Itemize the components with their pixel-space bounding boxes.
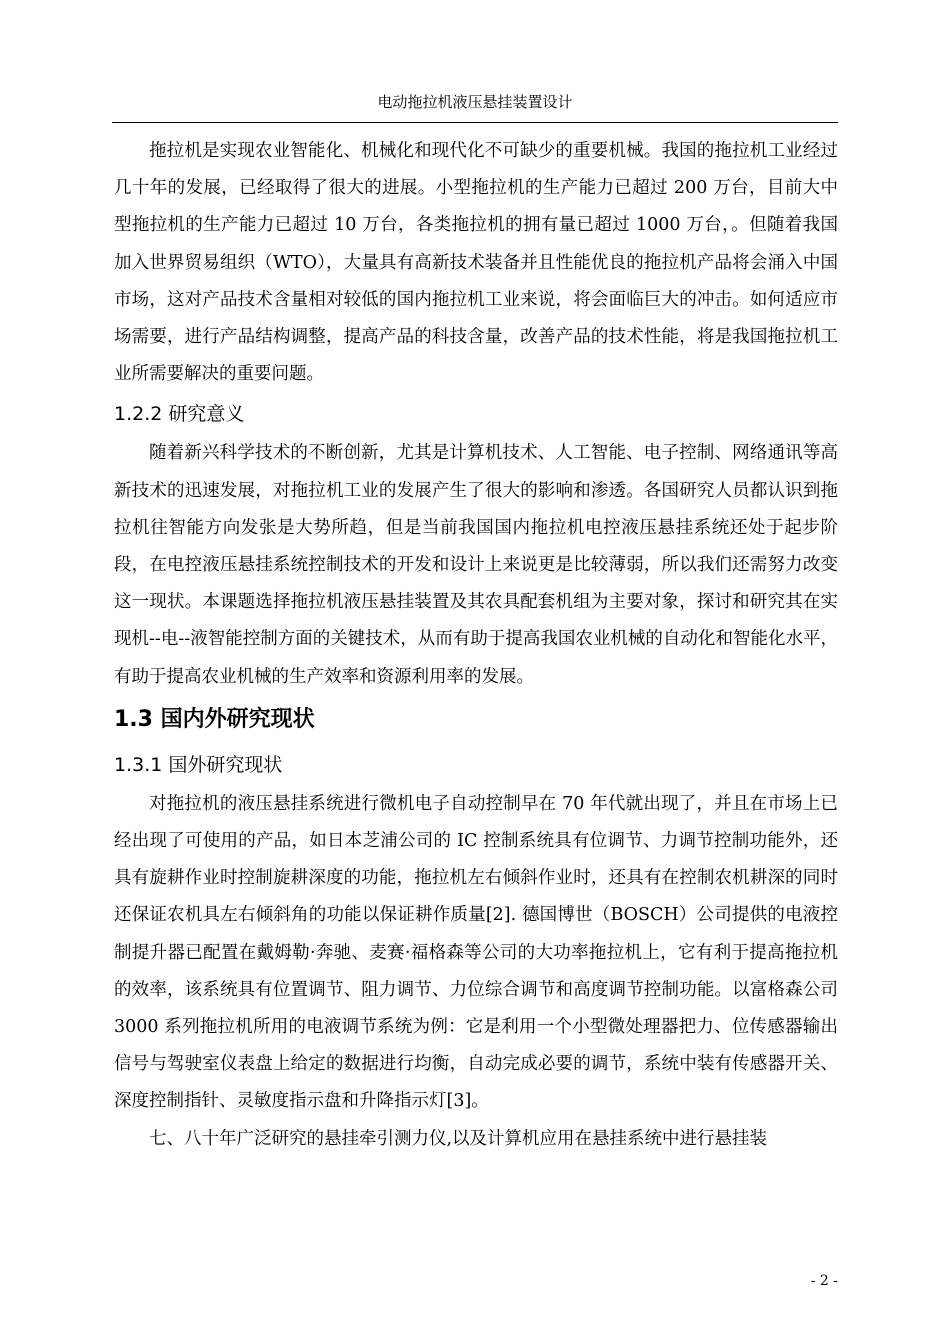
document-body [114,133,838,1158]
heading-1-3: 1.3 国内外研究现状 [114,706,315,732]
heading-1-2-2: 1.2.2 研究意义 [114,403,245,426]
paragraph-intro: 拖拉机是实现农业智能化、机械化和现代化不可缺少的重要机械。我国的拖拉机工业经过几十年的发展，已经取得了很大的进展。小型拖拉机的生产能力已超过 200 万台，目前大中型拖拉机的生产能力已超过 10 万台，各类拖拉机的拥有量已超过 1000 万台，。但随着我国加入世界贸易组织（WTO），大量具有高新技术装备并且性能优良的拖拉机产品将会涌入中国市场，这对产品技术含量相对较低的国内拖拉机工业来说，将会面临巨大的冲击。如何适应市场需要，进行产品结构调整，提高产品的科技含量，改善产品的技术性能，将是我国拖拉机工业所需要解决的重要问题。 [114,141,838,385]
page-number: - 2 - [810,1273,838,1289]
page-header: 电动拖拉机液压悬挂装置设计 [377,93,573,111]
header-divider [112,122,838,123]
paragraph-research-significance: 随着新兴科学技术的不断创新，尤其是计算机技术、人工智能、电子控制、网络通讯等高新技术的迅速发展，对拖拉机工业的发展产生了很大的影响和渗透。各国研究人员都认识到拖拉机往智能方向发张是大势所趋，但是当前我国国内拖拉机电控液压悬挂系统还处于起步阶段，在电控液压悬挂系统控制技术的开发和设计上来说更是比较薄弱，所以我们还需努力改变这一现状。本课题选择拖拉机液压悬挂装置及其农具配套机组为主要对象，探讨和研究其在实现机--电--液智能控制方面的关键技术，从而有助于提高我国农业机械的自动化和智能化水平，有助于提高农业机械的生产效率和资源利用率的发展。 [114,443,838,687]
heading-1-3-1: 1.3.1 国外研究现状 [114,753,283,776]
paragraph-continued: 七、八十年广泛研究的悬挂牵引测力仪,以及计算机应用在悬挂系统中进行悬挂装 [149,1128,768,1149]
paragraph-foreign-research: 对拖拉机的液压悬挂系统进行微机电子自动控制早在 70 年代就出现了，并且在市场上已经出现了可使用的产品，如日本芝浦公司的 IC 控制系统具有位调节、力调节控制功能外，还具有旋耕作业时控制旋耕深度的功能，拖拉机左右倾斜作业时，还具有在控制农机耕深的同时还保证农机具左右倾斜角的功能以保证耕作质量[2]. 德国博世（BOSCH）公司提供的电液控制提升器已配置在戴姆勒·奔驰、麦赛·福格森等公司的大功率拖拉机上，它有利于提高拖拉机的效率，该系统具有位置调节、阻力调节、力位综合调节和高度调节控制功能。以富格森公司 3000 系列拖拉机所用的电液调节系统为例：它是利用一个小型微处理器把力、位传感器输出信号与驾驶室仪表盘上给定的数据进行均衡，自动完成必要的调节，系统中装有传感器开关、深度控制指针、灵敏度指示盘和升降指示灯[3]。 [114,793,838,1112]
